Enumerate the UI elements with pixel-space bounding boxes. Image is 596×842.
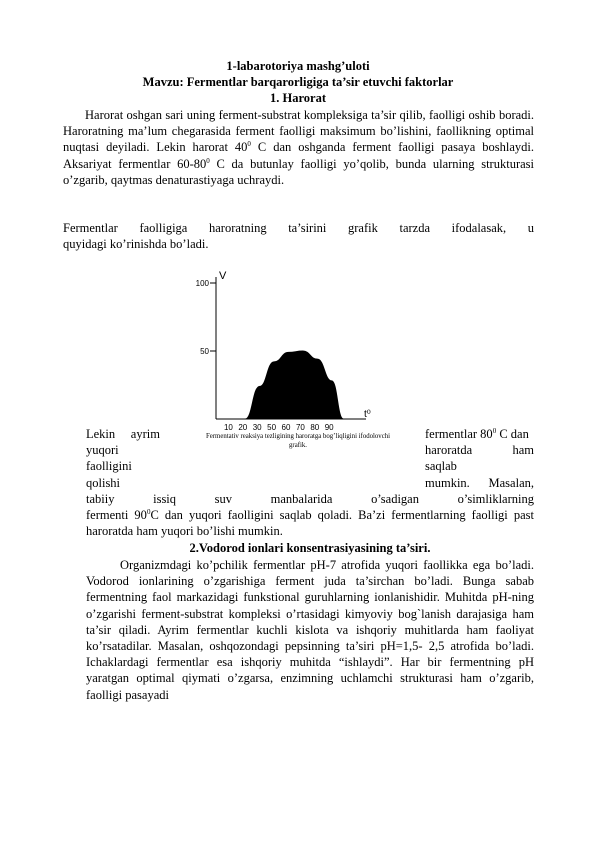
paragraph-ph bbox=[86, 557, 534, 703]
wrap-right-text: mumkin. bbox=[425, 475, 470, 490]
degree-superscript: 0 bbox=[146, 507, 151, 516]
activity-area bbox=[245, 351, 343, 419]
paragraph-text: Organizmdagi ko’pchilik fermentlar pH-7 atrofida yuqori faollikka ega bo’ladi. Vodorod ionlarining o’zgarishiga ferment juda ta’sirchan bo’ladi. Bunga sabab fermentning faol markazidagi funkstional guruhlarning ionlanishidir. Muhitda pH-ning o’zgarishi ferment-substrat kompleksi o’rtasidagi kimyoviy bog`lanish darajasiga ham ta’sir qiladi. Ayrim fermentlar kuchli kislota va ishqoriy muhitlarda ham faoliyat ko’rsatadilar. Masalan, oshqozondagi pepsinning ta’siri pH=1,5- 2,5 atrofida bo’ladi. Ichaklardagi fermentlar esa ishqoriy muhitda “ishlaydi”. Har bir fermentning pH yaratgan optimal qiymati o’zgarsa, enzimning uchlamchi strukturasi ham o’zgarib, faolligi pasayadi bbox=[86, 558, 534, 702]
chart-caption-line1: Fermentativ reaksiya tezligining haroratga bog’liqligini ifodolovchi bbox=[205, 433, 391, 440]
wrap-right-line bbox=[425, 426, 534, 442]
wrap-left-line: yuqori bbox=[86, 443, 119, 458]
temperature-activity-chart bbox=[178, 262, 418, 452]
degree-superscript: 0 bbox=[247, 140, 251, 149]
paragraph-text: C dan oshganda ferment faolligi pasaya boshlaydi. Aksariyat fermentlar 60-80 bbox=[63, 140, 534, 171]
paragraph-text: Harorat oshgan sari uning ferment-substrat kompleksiga ta’sir qilib, faolligi oshib boradi. Haroratning ma’lum chegarasida ferment faolligi maksimum bo’lishini, faollikning optimal nuqtasi deyiladi. Lekin harorat 40 bbox=[63, 108, 534, 155]
wrap-left-column bbox=[86, 426, 176, 491]
x-tick-label: 60 bbox=[281, 423, 291, 432]
degree-superscript: 0 bbox=[492, 426, 497, 435]
x-tick-label: 30 bbox=[252, 423, 262, 432]
paragraph-text: C dan yuqori faolligini saqlab qoladi. Ba’zi fermentlarning faolligi past haroratda ham yuqori bo’lishi mumkin. bbox=[86, 508, 534, 539]
wrap-right-text: C dan bbox=[496, 427, 529, 441]
doc-topic: Mavzu: Fermentlar barqarorligiga ta’sir etuvchi faktorlar bbox=[142, 75, 454, 89]
wrap-left-line: qolishi bbox=[86, 475, 121, 490]
paragraph-hot-springs bbox=[86, 507, 534, 539]
wrap-right-text: haroratda bbox=[425, 443, 473, 458]
paragraph-text: C da butunlay faolligi yo’qolib, bunda ularning strukturasi o’zgarib, qaytmas denaturastiyaga uchraydi. bbox=[63, 156, 534, 187]
paragraph-text: fermenti 90 bbox=[86, 508, 147, 522]
x-tick-label: 90 bbox=[324, 423, 334, 432]
wrap-right-text: saqlab bbox=[425, 459, 457, 474]
y-tick-label: 100 bbox=[195, 279, 209, 288]
x-tick-label: 70 bbox=[295, 423, 305, 432]
y-axis-label: V bbox=[219, 270, 227, 282]
wrap-left-line: faolligini bbox=[86, 459, 132, 474]
paragraph-graph-intro-line2: quyidagi ko’rinishda bo’ladi. bbox=[63, 237, 209, 251]
wrap-left-line: Lekin ayrim bbox=[86, 427, 160, 441]
chart-svg bbox=[178, 262, 418, 452]
paragraph-hot-springs-line1: tabiiy issiq suv manbalarida o’sadigan o’simliklarning bbox=[86, 492, 534, 506]
wrap-right-column bbox=[425, 426, 534, 491]
paragraph-graph-intro-line1: Fermentlar faolligiga haroratning ta’sirini grafik tarzda ifodalasak, u bbox=[63, 221, 534, 235]
x-axis-label: t⁰ bbox=[364, 409, 371, 420]
section-heading-ph: 2.Vodorod ionlari konsentrasiyasining ta’siri. bbox=[189, 541, 431, 555]
doc-title: 1-labarotoriya mashg’uloti bbox=[226, 59, 370, 73]
wrap-right-text: Masalan, bbox=[488, 475, 534, 490]
wrap-right-line bbox=[425, 442, 534, 458]
x-tick-label: 80 bbox=[310, 423, 320, 432]
chart-caption-line2: grafik. bbox=[289, 442, 307, 449]
wrap-right-text: fermentlar 80 bbox=[425, 427, 493, 441]
chart-area-layer bbox=[245, 351, 343, 419]
degree-superscript: 0 bbox=[206, 156, 210, 165]
y-tick-label: 50 bbox=[200, 347, 209, 356]
x-tick-label: 50 bbox=[267, 423, 277, 432]
paragraph-temperature bbox=[63, 107, 534, 188]
section-heading-temperature: 1. Harorat bbox=[269, 91, 326, 105]
x-tick-label: 20 bbox=[238, 423, 248, 432]
wrap-right-text: ham bbox=[512, 443, 534, 458]
wrap-right-line bbox=[425, 475, 534, 491]
wrap-right-line bbox=[425, 458, 534, 474]
x-tick-label: 10 bbox=[223, 423, 233, 432]
